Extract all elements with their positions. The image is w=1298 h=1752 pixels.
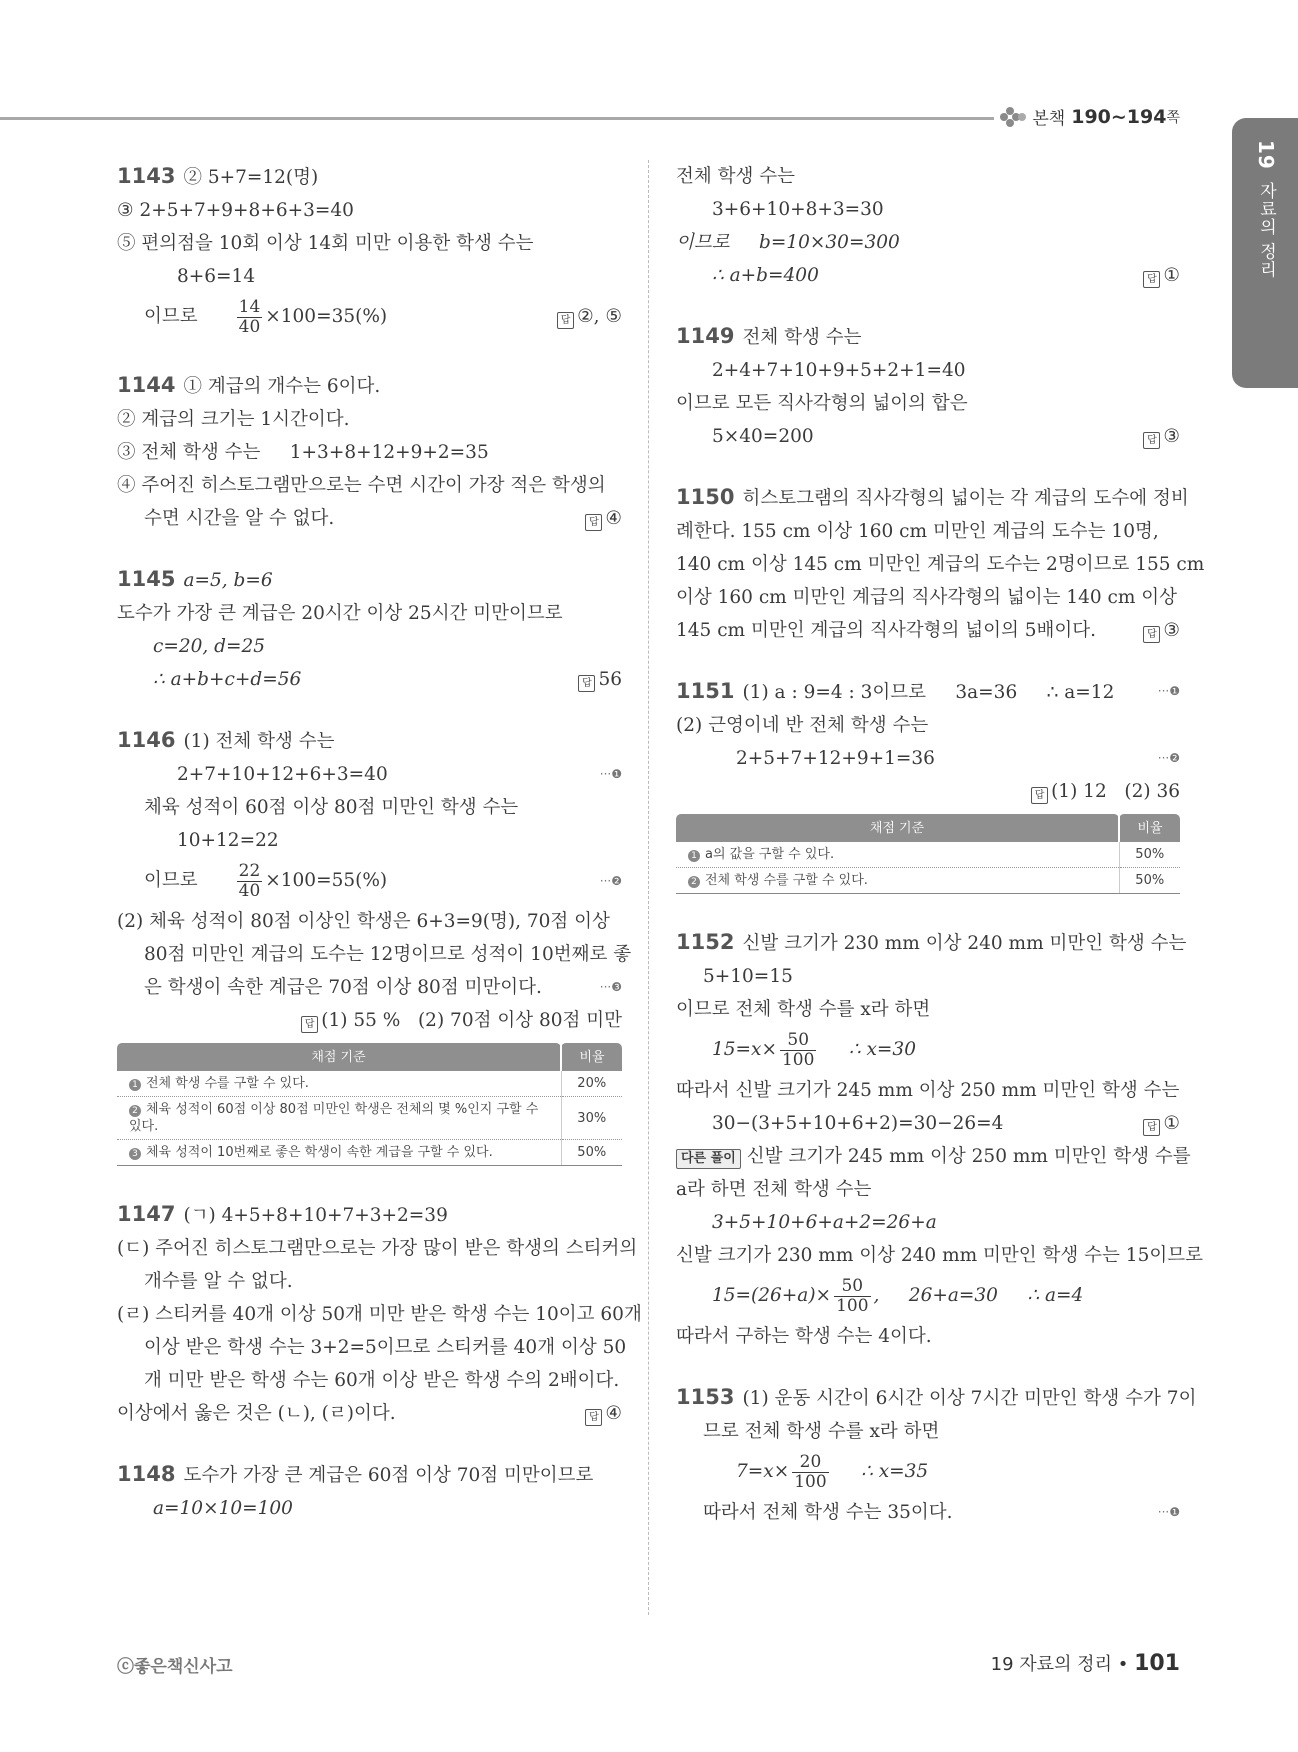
text-line: 이므로 모든 직사각형의 넓이의 합은 xyxy=(676,393,968,414)
answer: 답 ③ xyxy=(1143,420,1180,453)
problem-1143 xyxy=(117,160,622,341)
step-marker: ···❷ xyxy=(599,874,622,888)
text-line: (1) 운동 시간이 6시간 이상 7시간 미만인 학생 수가 7이 xyxy=(742,1388,1197,1409)
left-column xyxy=(117,160,642,1525)
text-line: 신발 크기가 245 mm 이상 250 mm 미만인 학생 수를 xyxy=(746,1146,1191,1167)
problem-1151 xyxy=(676,675,1180,894)
text-line: 30−(3+5+10+6+2)=30−26=4 xyxy=(712,1113,1004,1134)
text-line: 도수가 가장 큰 계급은 20시간 이상 25시간 미만이므로 xyxy=(117,603,563,624)
answer: 답 ① xyxy=(1143,259,1180,292)
text-line: 140 cm 이상 145 cm 미만인 계급의 도수는 2명이므로 155 cm xyxy=(676,554,1205,575)
problem-number: 1149 xyxy=(676,324,735,348)
page-footer xyxy=(991,1650,1180,1676)
text-line: 2+5+7+12+9+1=36 xyxy=(736,748,935,769)
text-line: ×100=55(%) xyxy=(265,870,388,891)
text-line: 므로 전체 학생 수를 x라 하면 xyxy=(703,1421,940,1442)
text-line: 15=x× xyxy=(712,1039,777,1060)
chapter-tab[interactable] xyxy=(1232,118,1298,388)
problem-1144 xyxy=(117,369,622,535)
answer-icon: 답 xyxy=(1143,1119,1160,1136)
answer-icon: 답 xyxy=(1143,432,1160,449)
text-line: ∴ a+b=400 xyxy=(712,265,819,286)
table-header: 채점 기준 xyxy=(117,1043,561,1071)
text-line: 8+6=14 xyxy=(177,266,256,287)
text-line: 신발 크기가 230 mm 이상 240 mm 미만인 학생 수는 xyxy=(742,933,1187,954)
text-line: 개 미만 받은 학생 수는 60개 이상 받은 학생 수의 2배이다. xyxy=(144,1370,620,1391)
text-line: 신발 크기가 230 mm 이상 240 mm 미만인 학생 수는 15이므로 xyxy=(676,1245,1203,1266)
answer-icon: 답 xyxy=(578,675,595,692)
grading-table xyxy=(676,814,1180,894)
text-line: 10+12=22 xyxy=(177,830,279,851)
publisher-logo: ⓒ좋은책신사고 xyxy=(117,1657,233,1677)
text-line: 도수가 가장 큰 계급은 60점 이상 70점 미만이므로 xyxy=(183,1465,594,1486)
column-divider xyxy=(648,160,649,1615)
text-line: 따라서 전체 학생 수는 35이다. xyxy=(703,1502,953,1523)
text-line: 전체 학생 수는 xyxy=(742,327,862,348)
text-line: ② 5+7=12(명) xyxy=(183,167,319,188)
step-marker: ···❶ xyxy=(1157,684,1180,698)
answer-icon: 답 xyxy=(585,1409,602,1426)
book-label: 본책 xyxy=(1032,109,1066,129)
problem-number: 1143 xyxy=(117,164,176,188)
text-line: (1) 전체 학생 수는 xyxy=(183,731,335,752)
footer-chapter: 19 자료의 정리 xyxy=(990,1654,1112,1675)
answer: (1) 12 (2) 36 xyxy=(1051,781,1180,802)
text-line: 개수를 알 수 없다. xyxy=(144,1271,293,1292)
text-line: ×100=35(%) xyxy=(265,306,388,327)
fraction: $\frac{14}{40}$ xyxy=(238,296,261,337)
text-line: 145 cm 미만인 계급의 직사각형의 넓이의 5배이다. xyxy=(676,620,1096,641)
problem-1148-continued xyxy=(676,160,1180,292)
text-line: 3+5+10+6+a+2=26+a xyxy=(712,1212,937,1233)
text-line: (2) 근영이네 반 전체 학생 수는 xyxy=(676,715,929,736)
answer: 답 56 xyxy=(578,663,622,696)
fraction: $\frac{22}{40}$ xyxy=(238,860,261,901)
text-line: 이므로 xyxy=(144,870,198,891)
text-line: 은 학생이 속한 계급은 70점 이상 80점 미만이다. xyxy=(144,977,542,998)
table-row: 1 a의 값을 구할 수 있다. 50% xyxy=(676,842,1180,868)
text-line: 이상에서 옳은 것은 (ㄴ), (ㄹ)이다. xyxy=(117,1403,396,1424)
grading-table xyxy=(117,1043,622,1166)
text-line: 7=x× xyxy=(736,1461,790,1482)
text-line: 이므로 b=10×30=300 xyxy=(676,232,900,253)
problem-number: 1146 xyxy=(117,728,176,752)
text-line: a라 하면 전체 학생 수는 xyxy=(676,1179,872,1200)
answer: 답 ④ xyxy=(585,502,622,535)
table-row: 2 전체 학생 수를 구할 수 있다. 50% xyxy=(676,868,1180,894)
step-marker: ···❶ xyxy=(1157,1505,1180,1519)
chapter-number: 19 xyxy=(1254,140,1278,170)
text-line: 이상 160 cm 미만인 계급의 직사각형의 넓이는 140 cm 이상 xyxy=(676,587,1178,608)
chapter-title: 자료의 정리 xyxy=(1256,182,1276,279)
flower-icon xyxy=(1000,107,1026,127)
table-row: 2 체육 성적이 60점 이상 80점 미만인 학생은 전체의 몇 %인지 구할 수 있다. 30% xyxy=(117,1097,622,1140)
answer: 답 ③ xyxy=(1143,614,1180,647)
table-header: 비율 xyxy=(1119,814,1180,842)
text-line: 이므로 전체 학생 수를 x라 하면 xyxy=(676,999,931,1020)
text-line: 5+10=15 xyxy=(703,966,793,987)
text-line: ∴ x=35 xyxy=(831,1461,929,1482)
step-marker: ···❸ xyxy=(599,980,622,994)
problem-number: 1147 xyxy=(117,1202,176,1226)
problem-number: 1153 xyxy=(676,1385,735,1409)
right-column xyxy=(676,160,1205,1529)
answer-icon: 답 xyxy=(585,514,602,531)
fraction: $\frac{20}{100}$ xyxy=(794,1451,827,1492)
problem-1145 xyxy=(117,563,622,696)
problem-1147 xyxy=(117,1198,642,1430)
answer: 답 ②, ⑤ xyxy=(557,293,622,341)
text-line: ∴ x=30 xyxy=(819,1039,916,1060)
text-line: 체육 성적이 60점 이상 80점 미만인 학생 수는 xyxy=(144,797,519,818)
text-line: 수면 시간을 알 수 없다. xyxy=(144,508,335,529)
answer: 답 ① xyxy=(1143,1107,1180,1140)
footer-bullet: • xyxy=(1117,1654,1129,1675)
problem-1148 xyxy=(117,1458,622,1525)
problem-number: 1145 xyxy=(117,567,176,591)
problem-1153 xyxy=(676,1381,1197,1529)
text-line: 이므로 xyxy=(144,306,198,327)
problem-number: 1152 xyxy=(676,930,735,954)
page-reference xyxy=(994,104,1180,129)
page-suffix: 쪽 xyxy=(1166,109,1180,126)
fraction: $\frac{50}{100}$ xyxy=(836,1275,869,1316)
problem-number: 1144 xyxy=(117,373,176,397)
table-header: 비율 xyxy=(561,1043,622,1071)
text-line: ⑤ 편의점을 10회 이상 14회 미만 이용한 학생 수는 xyxy=(117,233,534,254)
text-line: ∴ a+b+c+d=56 xyxy=(153,669,302,690)
text-line: 따라서 신발 크기가 245 mm 이상 250 mm 미만인 학생 수는 xyxy=(676,1080,1180,1101)
answer-icon: 답 xyxy=(1143,626,1160,643)
text-line: 이상 받은 학생 수는 3+2=5이므로 스티커를 40개 이상 50 xyxy=(144,1337,627,1358)
problem-1152 xyxy=(676,926,1203,1353)
problem-number: 1150 xyxy=(676,485,735,509)
text-line: 3+6+10+8+3=30 xyxy=(712,199,884,220)
answer-icon: 답 xyxy=(1031,787,1048,804)
page-number: 101 xyxy=(1134,1651,1180,1676)
text-line: ④ 주어진 히스토그램만으로는 수면 시간이 가장 적은 학생의 xyxy=(117,475,606,496)
text-line: 히스토그램의 직사각형의 넓이는 각 계급의 도수에 정비 xyxy=(742,488,1189,509)
text-line: 따라서 구하는 학생 수는 4이다. xyxy=(676,1326,932,1347)
text-line: 15=(26+a)× xyxy=(712,1285,832,1306)
answer-icon: 답 xyxy=(1143,271,1160,288)
table-header: 채점 기준 xyxy=(676,814,1119,842)
step-marker: ···❶ xyxy=(599,767,622,781)
text-line: ② 계급의 크기는 1시간이다. xyxy=(117,409,350,430)
text-line: 전체 학생 수는 xyxy=(676,166,795,187)
fraction: $\frac{50}{100}$ xyxy=(781,1029,815,1070)
text-line: c=20, d=25 xyxy=(153,636,266,657)
text-line: 5×40=200 xyxy=(712,426,814,447)
answer-icon: 답 xyxy=(301,1016,318,1033)
alternative-solution-tag: 다른 풀이 xyxy=(676,1149,741,1169)
text-line: a=5, b=6 xyxy=(183,570,273,591)
problem-1149 xyxy=(676,320,1180,453)
problem-1146 xyxy=(117,724,632,1166)
text-line: (2) 체육 성적이 80점 이상인 학생은 6+3=9(명), 70점 이상 xyxy=(117,911,610,932)
text-line: (ㄷ) 주어진 히스토그램만으로는 가장 많이 받은 학생의 스티커의 xyxy=(117,1238,638,1259)
table-row: 1 전체 학생 수를 구할 수 있다. 20% xyxy=(117,1071,622,1097)
text-line: ① 계급의 개수는 6이다. xyxy=(183,376,381,397)
text-line: a=10×10=100 xyxy=(153,1498,293,1519)
answer-icon: 답 xyxy=(557,312,574,329)
text-line: 례한다. 155 cm 이상 160 cm 미만인 계급의 도수는 10명, xyxy=(676,521,1159,542)
problem-1150 xyxy=(676,481,1205,647)
text-line: (ㄹ) 스티커를 40개 이상 50개 미만 받은 학생 수는 10이고 60개 xyxy=(117,1304,642,1325)
page-range: 190~194 xyxy=(1071,105,1167,128)
answer: (1) 55 % (2) 70점 이상 80점 미만 xyxy=(321,1010,622,1031)
answer: 답 ④ xyxy=(585,1397,622,1430)
text-line: 2+4+7+10+9+5+2+1=40 xyxy=(712,360,966,381)
text-line: 80점 미만인 계급의 도수는 12명이므로 성적이 10번째로 좋 xyxy=(144,944,632,965)
text-line: ③ 전체 학생 수는 1+3+8+12+9+2=35 xyxy=(117,442,489,463)
step-marker: ···❷ xyxy=(1157,751,1180,765)
text-line: (ㄱ) 4+5+8+10+7+3+2=39 xyxy=(183,1205,448,1226)
problem-number: 1151 xyxy=(676,679,735,703)
text-line: 2+7+10+12+6+3=40 xyxy=(177,764,388,785)
table-row: 3 체육 성적이 10번째로 좋은 학생이 속한 계급을 구할 수 있다. 50% xyxy=(117,1140,622,1166)
problem-number: 1148 xyxy=(117,1462,176,1486)
text-line: , 26+a=30 ∴ a=4 xyxy=(873,1285,1084,1306)
text-line: (1) a : 9=4 : 3이므로 3a=36 ∴ a=12 xyxy=(742,682,1115,703)
text-line: ③ 2+5+7+9+8+6+3=40 xyxy=(117,200,354,221)
